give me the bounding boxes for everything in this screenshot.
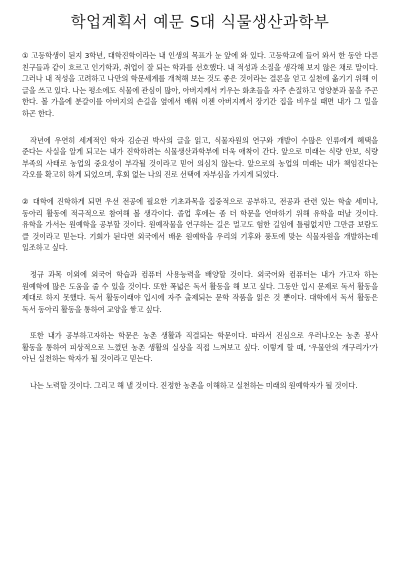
paragraph-3: ② 대학에 진학하게 되면 우선 전공에 필요한 기초과목을 집중적으로 공부하고, 전공과 관련 있는 학술 세미나, 동아리 활동에 적극적으로 참여해 볼 생각이다. 졸업 후에는 좀 더 학문을 연마하기 위해 유학을 떠날 것이다. 유학을 가서는 원예학을 공부할 것이다. 원예작물을 연구하는 길은 멀고도 험한 길임에 틀림없지만 그만큼 보람도 클 것이라고 믿는다. 기회가 된다면 외국에서 배운 원예학을 우리의 기후와 풍토에 맞는 식물자원을 개발하는데 일조하고 싶다. (22, 196, 378, 253)
paragraph-6: 나는 노력할 것이다. 그리고 해 낼 것이다. 진정한 농촌을 이해하고 실천하는 미래의 원예학자가 될 것이다. (30, 381, 358, 391)
document-title: 학업계획서 예문 S대 식물생산과학부 (70, 13, 330, 31)
paragraph-4: 정규 과목 이외에 외국어 학습과 컴퓨터 사용능력을 배양할 것이다. 외국어와 컴퓨터는 내가 가고자 하는 원예학에 많은 도움을 줄 수 있을 것이다. 또한 폭넓은 독서 활동을 해 보고 싶다. 그동안 입시 문제로 독서 활동을 제대로 하지 못했다. 독서 활동이래야 입시에 자주 출제되는 문학 작품을 읽은 것 뿐이다. 대학에서 독서 활동은 독서 동아리 활동을 통하여 교양을 쌓고 싶다. (22, 269, 378, 314)
paragraph-2: 작년에 우연히 세계적인 학자 김순권 박사의 글을 읽고, 식물자원의 연구와 개발이 수많은 인류에게 혜택을 준다는 사실을 알게 되고는 내가 진학하려는 식물생산과학부에 더욱 애착이 간다. 앞으로 미래는 식량 안보, 식량 부족의 사태로 농업의 중요성이 부각될 것이라고 믿어 의심치 않는다. 앞으로의 농업의 미래는 내가 책임진다는 각오를 확고히 하게 되었으며, 후회 없는 나의 진로 선택에 자부심을 가지게 되었다. (22, 135, 378, 180)
paragraph-1: ① 고등학생이 된지 3학년, 대학진학이라는 내 인생의 목표가 눈 앞에 와 있다. 고등학교에 들어 와서 한 동안 다른 친구들과 같이 흐르고 인기학과, 취업이 잘 되는 학과를 선호했다. 내 적성과 소질을 생각해 보지 않은 채로 말이다. 그러나 내 적성을 고려하고 나만의 학문세계를 개척해 보는 것도 좋은 것이라는 결론을 얻고 실천에 옮기기 위해 이 글을 쓰고 있다. 나는 평소에도 식물에 관심이 많아, 아버지께서 키우는 화초들을 자주 손질하고 영양분과 물을 주곤 한다. 볼 가을에 분갈이를 아버지의 손길을 옆에서 배워 이젠 아버지께서 장기간 집을 비우실 때면 내가 그 일을 하곤 한다. (22, 51, 378, 118)
paragraph-5: 또한 내가 공부하고자하는 학문은 농촌 생활과 직결되는 학문이다. 따라서 진심으로 우러나오는 농촌 봉사 활동을 통하여 피상적으로 느꼈던 농촌 생활의 실상을 직접 느껴보고 싶다. 이렇게 할 때, '우물안의 개구리가'가 아닌 실천하는 학자가 될 것이라고 믿는다. (22, 331, 378, 364)
